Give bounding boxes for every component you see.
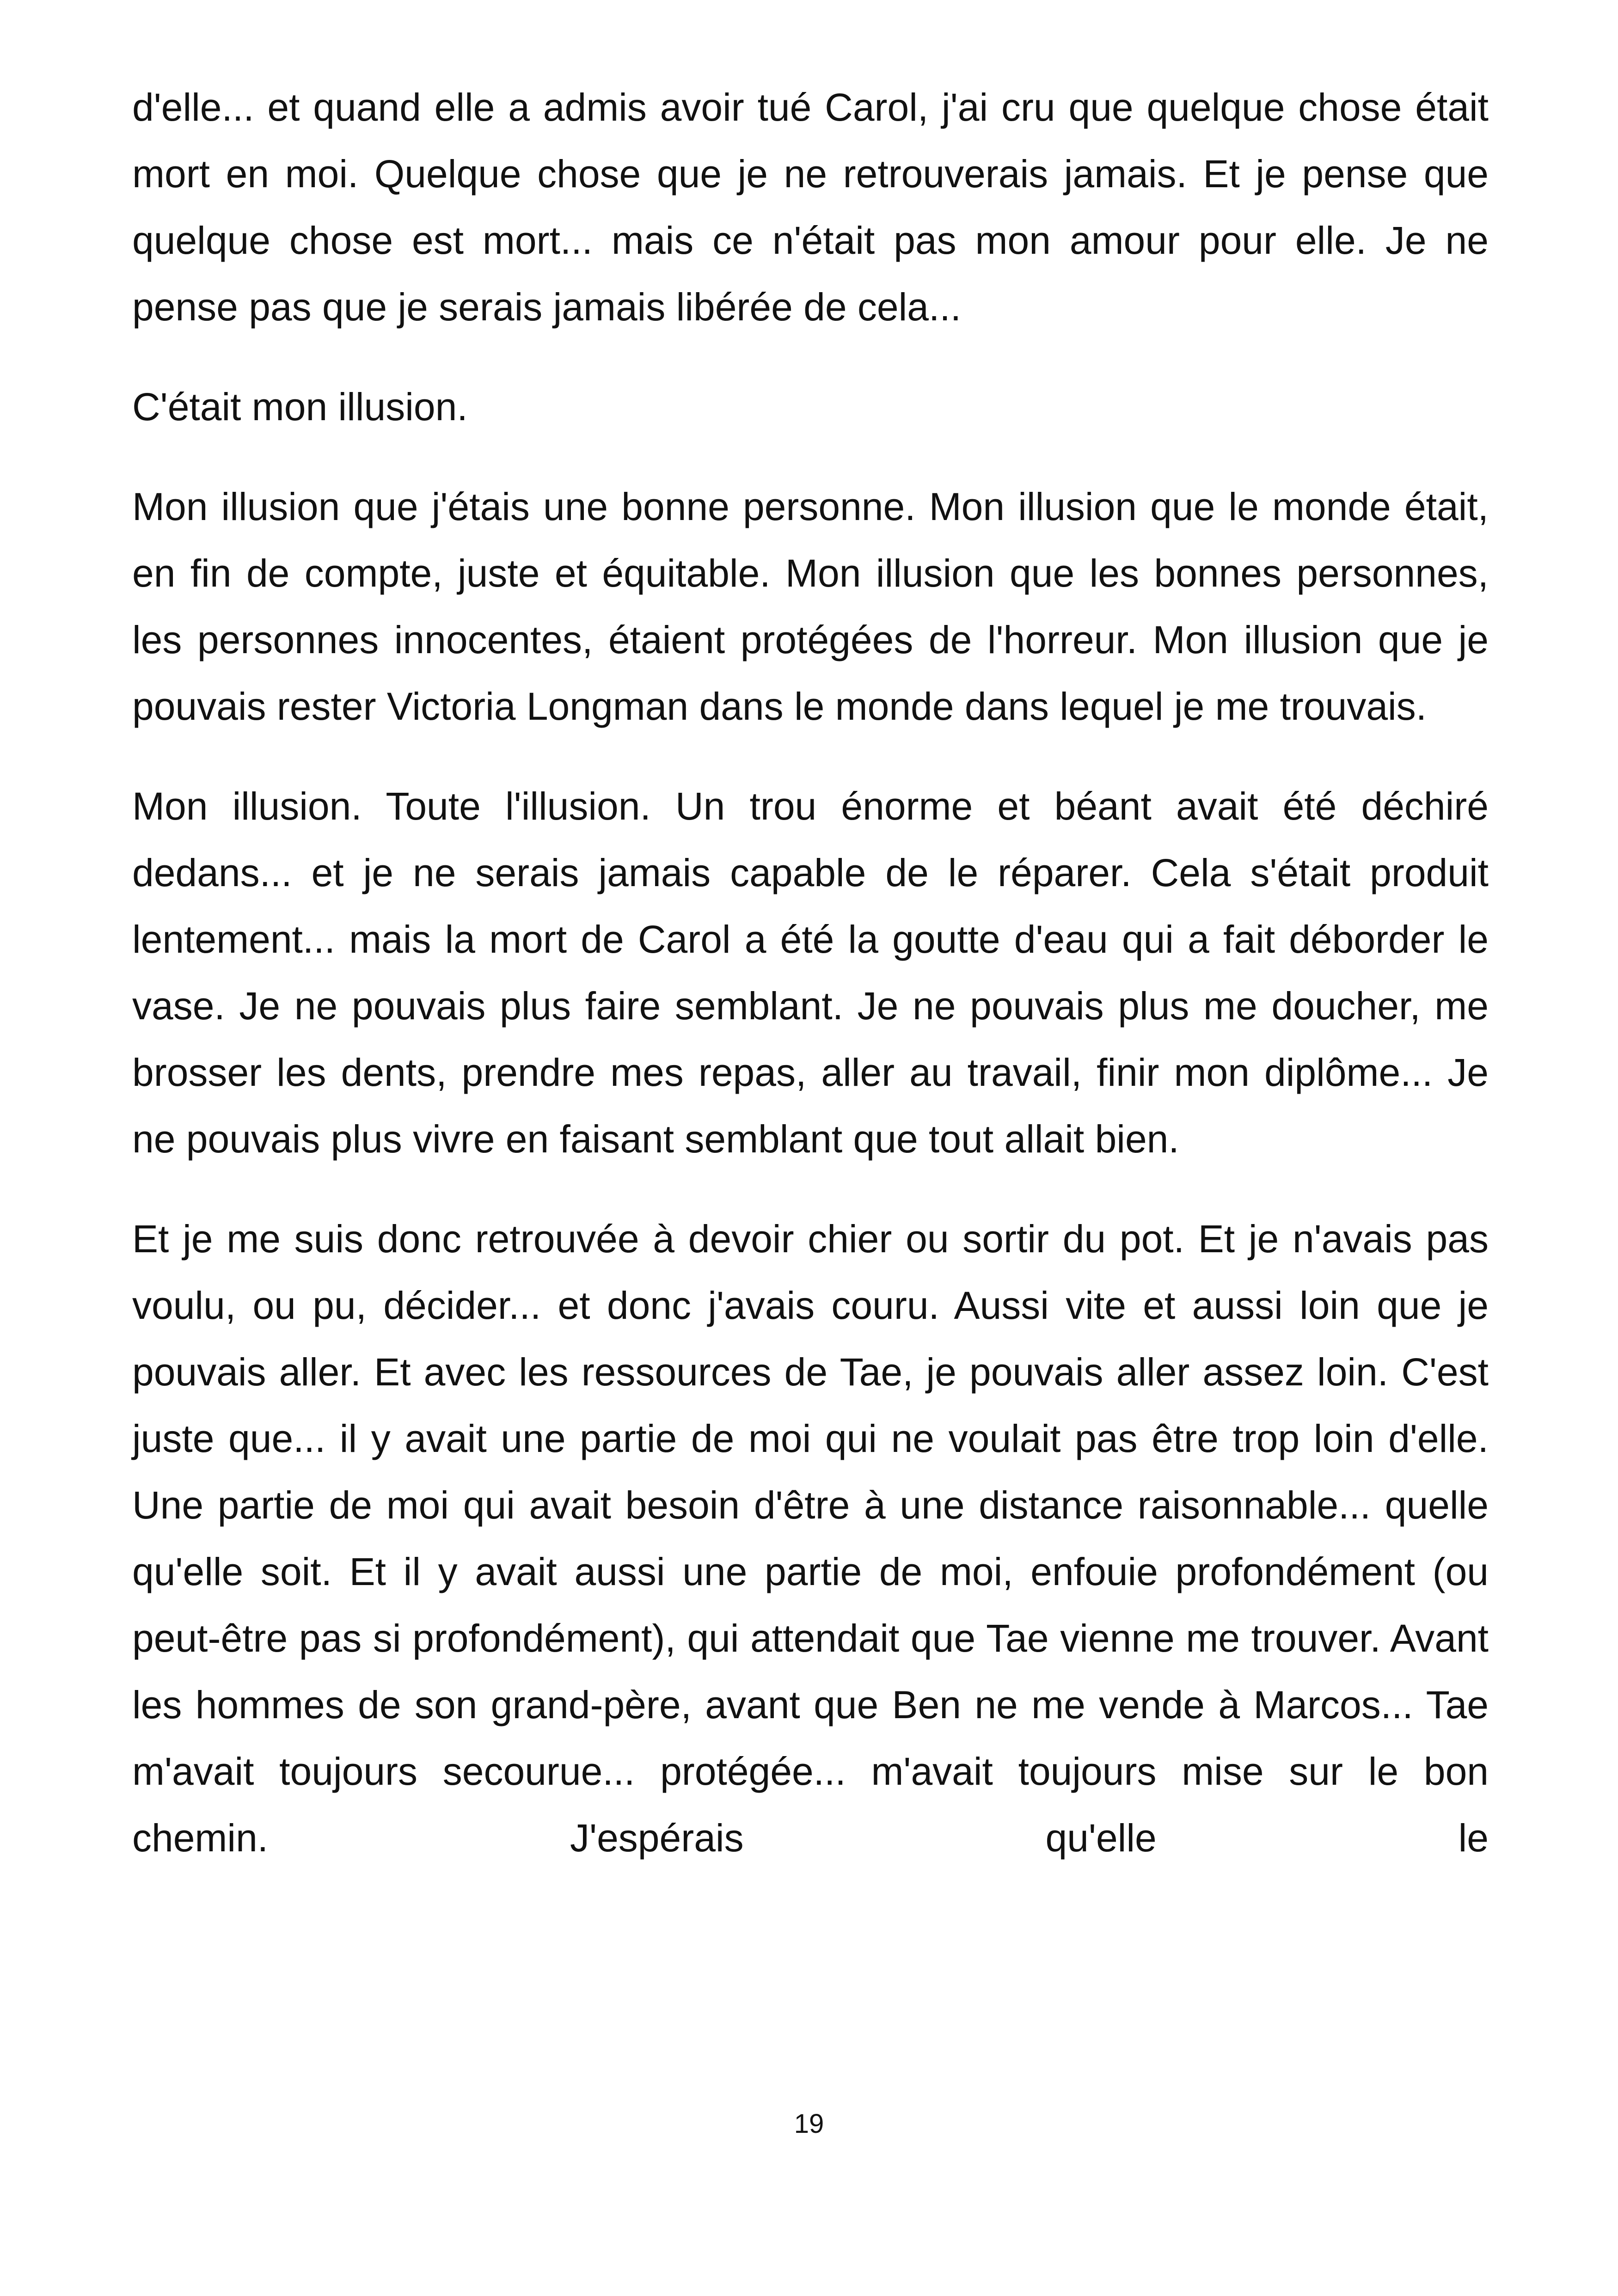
page-number: 19 — [794, 2109, 824, 2139]
paragraph-2: C'était mon illusion. — [132, 385, 468, 429]
paragraph-1: d'elle... et quand elle a admis avoir tué Carol, j'ai cru que quelque chose était mort en moi. Quelque chose que je ne retrouverais jamais. Et je pense que quelque chose est mort... mais ce n'était pas mon amour pour elle. Je ne pense pas que je serais jamais libérée de cela... — [132, 86, 1489, 329]
paragraph-3: Mon illusion que j'étais une bonne personne. Mon illusion que le monde était, en fin de compte, juste et équitable. Mon illusion que les bonnes personnes, les personnes innocentes, étaient protégées de l'horreur. Mon illusion que je pouvais rester Victoria Longman dans le monde dans lequel je me trouvais. — [132, 485, 1489, 728]
paragraph-5: Et je me suis donc retrouvée à devoir chier ou sortir du pot. Et je n'avais pas voulu, ou pu, décider... et donc j'avais couru. Aussi vite et aussi loin que je pouvais aller. Et avec les ressources de Tae, je pouvais aller assez loin. C'est juste que... il y avait une partie de moi qui ne voulait pas être trop loin d'elle. Une partie de moi qui avait besoin d'être à une distance raisonnable... quelle qu'elle soit. Et il y avait aussi une partie de moi, enfouie profondément (ou peut-être pas si profondément), qui attendait que Tae vienne me trouver. Avant les hommes de son grand-père, avant que Ben ne me vende à Marcos... Tae m'avait toujours secourue... protégée... m'avait toujours mise sur le bon chemin. J'espérais qu'elle le — [132, 1217, 1489, 1860]
body-text — [132, 74, 1489, 1904]
paragraph-4: Mon illusion. Toute l'illusion. Un trou énorme et béant avait été déchiré dedans... et je ne serais jamais capable de le réparer. Cela s'était produit lentement... mais la mort de Carol a été la goutte d'eau qui a fait déborder le vase. Je ne pouvais plus faire semblant. Je ne pouvais plus me doucher, me brosser les dents, prendre mes repas, aller au travail, finir mon diplôme... Je ne pouvais plus vivre en faisant semblant que tout allait bien. — [132, 784, 1489, 1161]
